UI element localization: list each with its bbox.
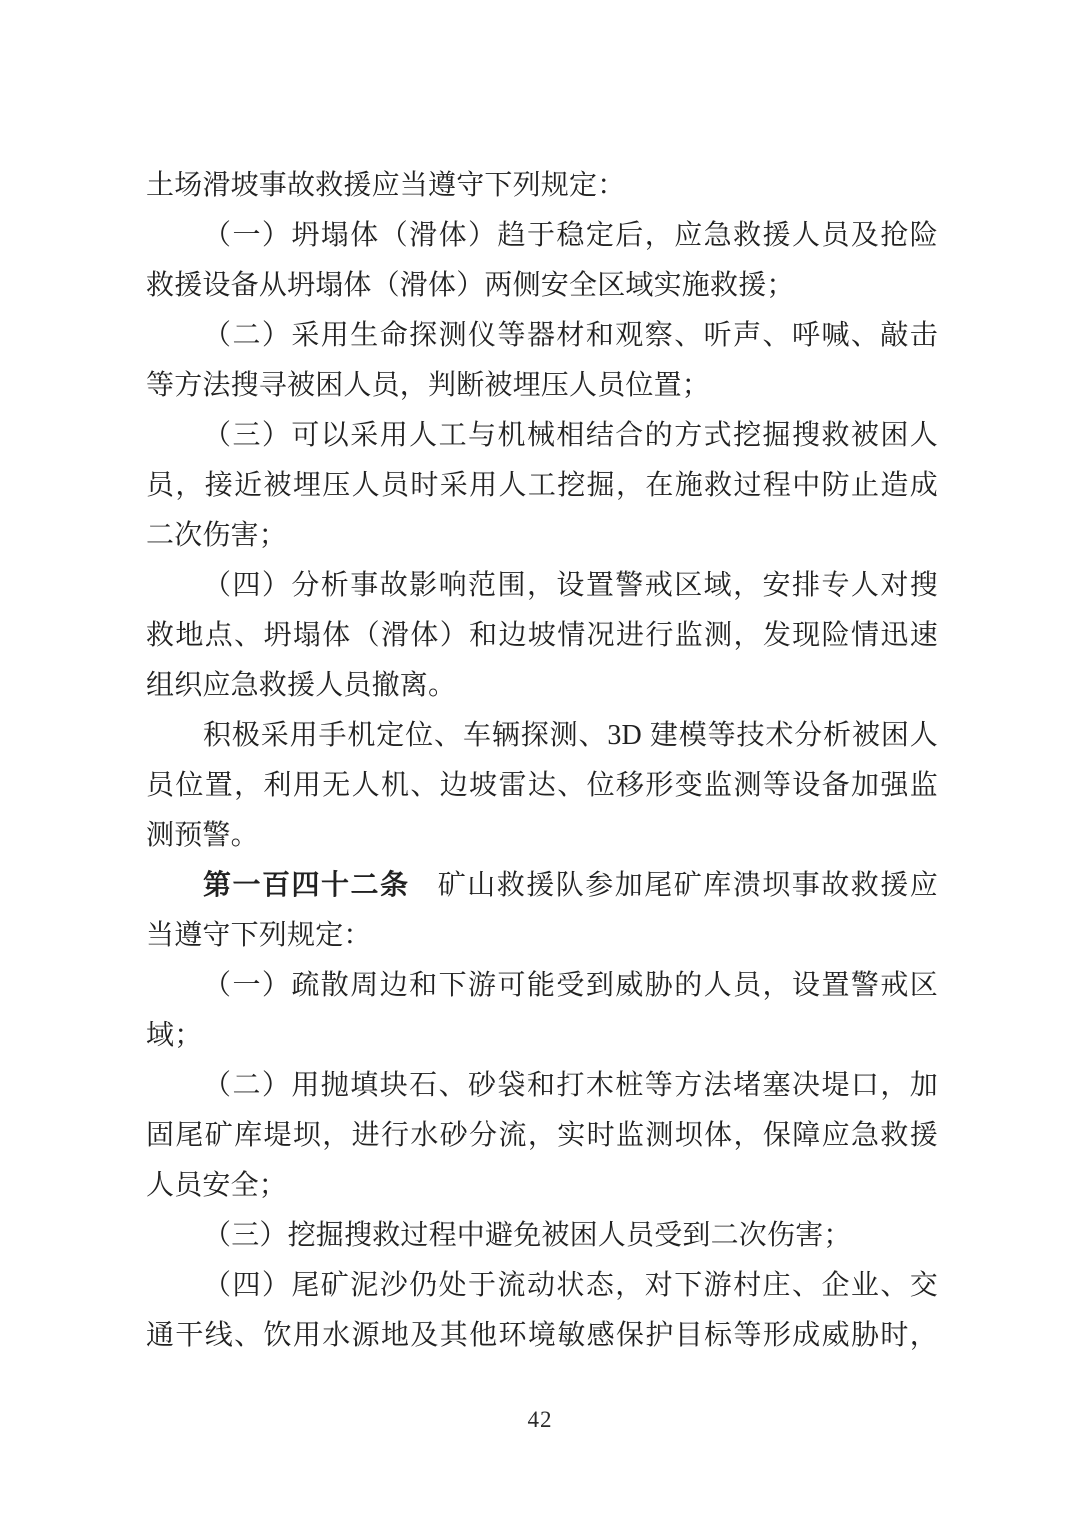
text-line	[146, 161, 938, 211]
text-line	[146, 1161, 938, 1211]
text-line	[146, 1211, 938, 1261]
line-text: 土场滑坡事故救援应当遵守下列规定：	[146, 170, 626, 201]
text-line	[146, 861, 938, 911]
text-line	[146, 361, 938, 411]
text-line	[146, 761, 938, 811]
text-line	[146, 611, 938, 661]
line-text: 通干线、饮用水源地及其他环境敏感保护目标等形成威胁时，	[146, 1320, 938, 1351]
text-line	[146, 261, 938, 311]
text-line	[146, 1311, 938, 1361]
line-text: （二）采用生命探测仪等器材和观察、听声、呼喊、敲击	[203, 320, 938, 351]
line-text: 域；	[146, 1020, 203, 1051]
line-text: （一）疏散周边和下游可能受到威胁的人员，设置警戒区	[203, 970, 938, 1001]
text-line	[146, 211, 938, 261]
text-line	[146, 661, 938, 711]
text-line	[146, 311, 938, 361]
line-text: 人员安全；	[146, 1170, 288, 1201]
line-text: 救地点、坍塌体（滑体）和边坡情况进行监测，发现险情迅速	[146, 620, 938, 651]
text-line	[146, 1061, 938, 1111]
text-line	[146, 511, 938, 561]
text-line	[146, 561, 938, 611]
heading-gap	[410, 893, 437, 894]
line-text: 固尾矿库堤坝，进行水砂分流，实时监测坝体，保障应急救援	[146, 1120, 938, 1151]
text-line	[146, 1261, 938, 1311]
line-text: （四）尾矿泥沙仍处于流动状态，对下游村庄、企业、交	[203, 1270, 938, 1301]
article-number: 第一百四十二条	[203, 870, 410, 901]
line-text: （四）分析事故影响范围，设置警戒区域，安排专人对搜	[203, 570, 938, 601]
text-line	[146, 1011, 938, 1061]
line-text: （二）用抛填块石、砂袋和打木桩等方法堵塞决堤口，加	[203, 1070, 938, 1101]
line-text: 等方法搜寻被困人员，判断被埋压人员位置；	[146, 370, 711, 401]
text-line	[146, 411, 938, 461]
text-line	[146, 811, 938, 861]
line-text: 测预警。	[146, 820, 259, 851]
text-line	[146, 961, 938, 1011]
line-text: 员位置，利用无人机、边坡雷达、位移形变监测等设备加强监	[146, 770, 938, 801]
page-number: 42	[527, 1407, 553, 1432]
line-text: （三）可以采用人工与机械相结合的方式挖掘搜救被困人	[203, 420, 938, 451]
line-text: 救援设备从坍塌体（滑体）两侧安全区域实施救援；	[146, 270, 795, 301]
line-text: 组织应急救援人员撤离。	[146, 670, 457, 701]
line-text: 员，接近被埋压人员时采用人工挖掘，在施救过程中防止造成	[146, 470, 938, 501]
line-text: 矿山救援队参加尾矿库溃坝事故救援应	[436, 870, 938, 901]
line-text: （一）坍塌体（滑体）趋于稳定后，应急救援人员及抢险	[203, 220, 938, 251]
text-line	[146, 711, 938, 761]
line-text: 当遵守下列规定：	[146, 920, 372, 951]
line-text: 积极采用手机定位、车辆探测、3D 建模等技术分析被困人	[203, 720, 938, 751]
text-line	[146, 1111, 938, 1161]
text-block	[146, 161, 938, 1361]
line-text: （三）挖掘搜救过程中避免被困人员受到二次伤害；	[203, 1220, 852, 1251]
text-line	[146, 461, 938, 511]
text-line	[146, 911, 938, 961]
line-text: 二次伤害；	[146, 520, 288, 551]
